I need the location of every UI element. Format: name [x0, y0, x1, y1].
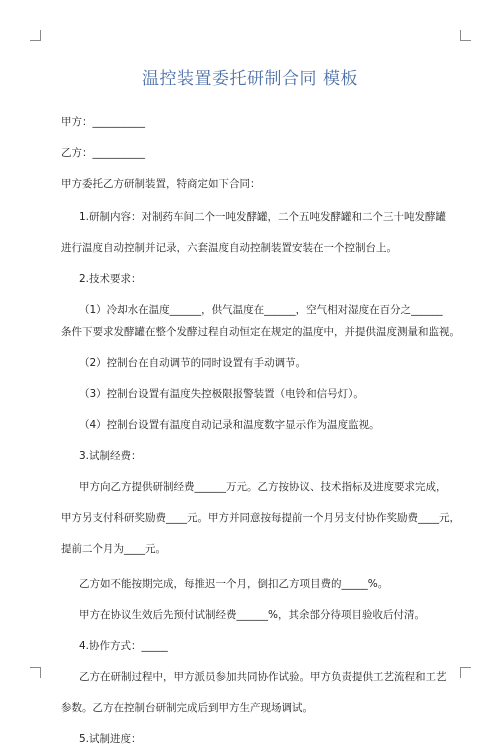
document-body	[61, 111, 460, 750]
section-2-heading: 2.技术要求：	[79, 273, 142, 285]
document-title: 温控装置委托研制合同 模板	[142, 69, 358, 89]
crop-mark-bottom-left	[30, 667, 41, 678]
section-5-heading: 5.试制进度：	[79, 733, 142, 745]
section-3-paragraph-1-line-3: 提前二个月为____元。	[61, 543, 166, 555]
section-1-line-2: 进行温度自动控制并记录，六套温度自动控制装置安装在一个控制台上。	[61, 242, 397, 254]
intro-paragraph: 甲方委托乙方研制装置，特商定如下合同：	[61, 178, 261, 190]
crop-mark-top-left	[30, 30, 41, 41]
section-3-paragraph-3: 甲方在协议生效后先预付试制经费______%，其余部分待项目验收后付清。	[79, 609, 425, 621]
section-4-paragraph-line-2: 参数。乙方在控制台研制完成后到甲方生产现场调试。	[61, 702, 313, 714]
section-2-item-1-line-1: （1）冷却水在温度______，供气温度在______，空气相对湿度在百分之______	[79, 304, 443, 316]
section-3-paragraph-1-line-2: 甲方另支付科研奖励费____元。甲方并同意按每提前一个月另支付协作奖励费____元，	[61, 512, 460, 524]
section-3-heading: 3.试制经费：	[79, 450, 142, 462]
section-2-item-4: （4）控制台设置有温度自动记录和温度数字显示作为温度监视。	[79, 419, 380, 431]
section-2-item-2: （2）控制台在自动调节的同时设置有手动调节。	[79, 357, 307, 369]
section-4-paragraph-line-1: 乙方在研制过程中，甲方派员参加共同协作试验。甲方负责提供工艺流程和工艺	[79, 671, 447, 683]
section-2-item-3: （3）控制台设置有温度失控极限报警装置（电铃和信号灯）。	[79, 388, 364, 400]
crop-mark-top-right	[460, 30, 471, 41]
section-1-line-1: 1.研制内容：对制药车间二个一吨发酵罐，二个五吨发酵罐和二个三十吨发酵罐	[79, 211, 447, 223]
section-4-heading: 4.协作方式：_____	[79, 640, 168, 652]
party-b-line: 乙方：__________	[61, 147, 145, 159]
section-2-item-1-line-2: 条件下要求发酵罐在整个发酵过程自动恒定在规定的温度中，并提供温度测量和监视。	[61, 326, 460, 338]
party-a-line: 甲方：__________	[61, 116, 145, 128]
crop-mark-bottom-right	[460, 667, 471, 678]
section-3-paragraph-1-line-1: 甲方向乙方提供研制经费______万元。乙方按协议、技术指标及进度要求完成，	[79, 481, 447, 493]
section-3-paragraph-2: 乙方如不能按期完成，每推迟一个月，倒扣乙方项目费的_____%。	[79, 578, 389, 590]
